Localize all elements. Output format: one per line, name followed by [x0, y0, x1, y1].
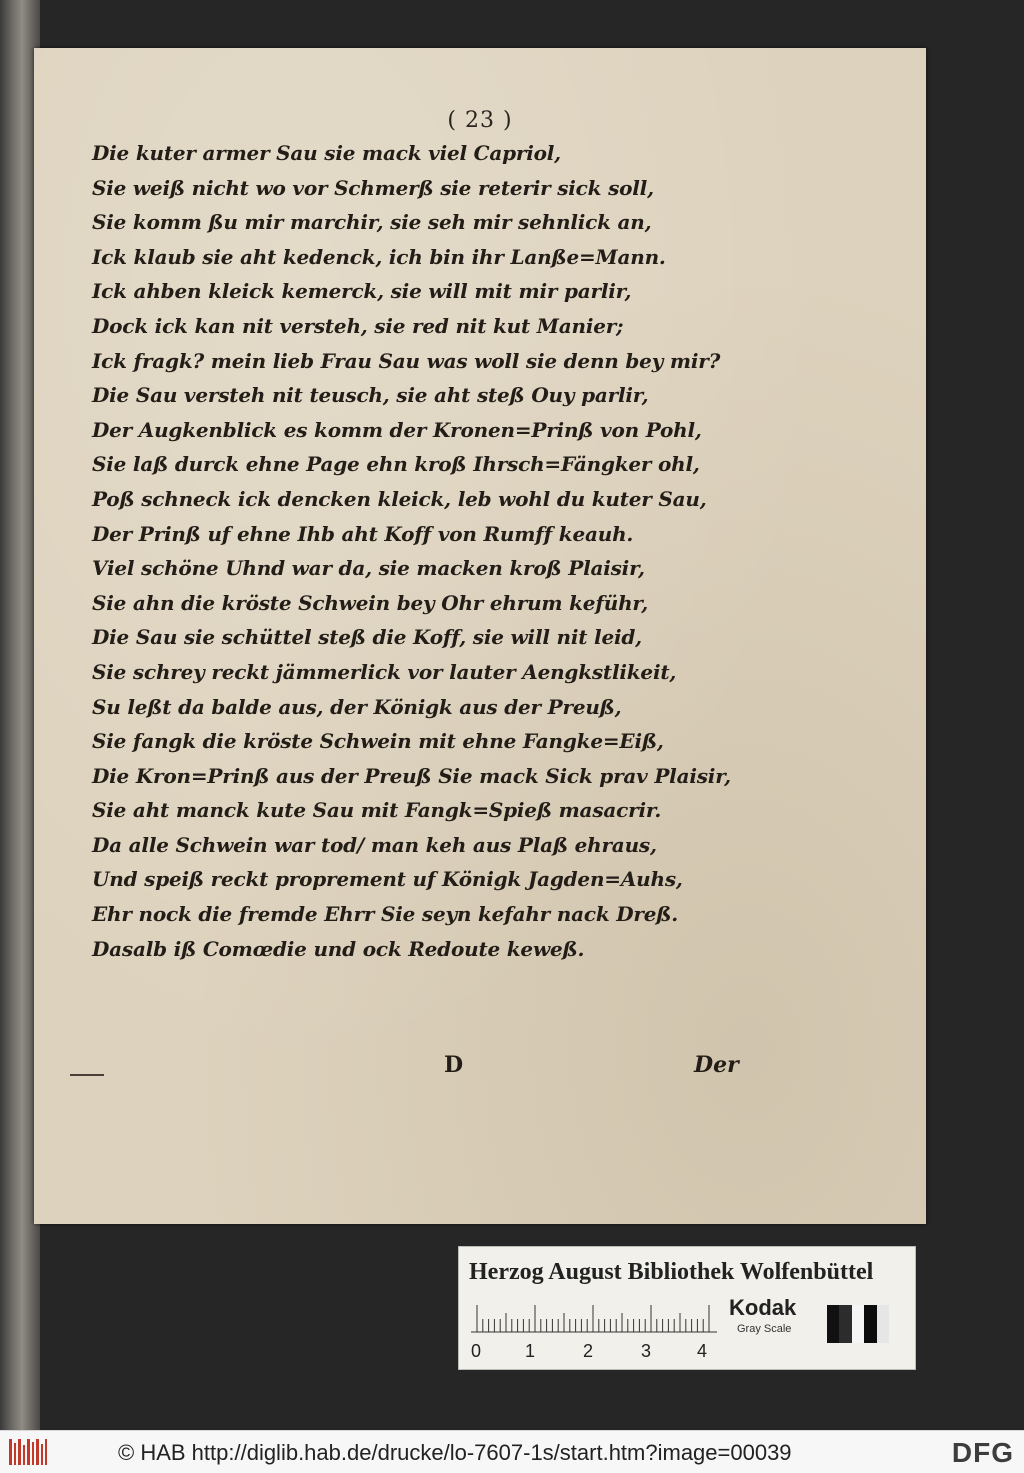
color-card — [458, 1246, 916, 1370]
verse-block — [92, 136, 812, 966]
verse-line: Poß schneck ick dencken kleick, leb wohl du kuter Sau, — [92, 486, 707, 511]
margin-dash — [70, 1074, 104, 1076]
verse-line: Ick fragk? mein lieb Frau Sau was woll sie denn bey mir? — [92, 348, 721, 373]
verse-line: Dasalb iß Comœdie und ock Redoute keweß. — [92, 936, 585, 961]
copyright-link[interactable]: © HAB http://diglib.hab.de/drucke/lo-7607-1s/start.htm?image=00039 — [118, 1440, 792, 1465]
verse-line: Su leßt da balde aus, der Königk aus der Preuß, — [92, 694, 622, 719]
ruler-number: 1 — [525, 1341, 536, 1361]
gray-scale-label: Gray Scale — [737, 1323, 792, 1335]
verse-line: Sie komm ßu mir marchir, sie seh mir sehnlick an, — [92, 210, 652, 235]
ruler-number: 2 — [583, 1341, 594, 1361]
verse-line: Sie fangk die kröste Schwein mit ehne Fangke=Eiß, — [92, 729, 664, 754]
ruler-number: 3 — [641, 1341, 652, 1361]
ruler-number: 4 — [697, 1341, 708, 1361]
signature-mark: D — [444, 1052, 464, 1078]
document-page — [34, 48, 926, 1224]
barcode-logo-icon — [8, 1437, 48, 1467]
page-number: ( 23 ) — [447, 108, 513, 133]
verse-line: Ehr nock die fremde Ehrr Sie seyn kefahr nack Dreß. — [92, 902, 679, 927]
catchword: Der — [694, 1052, 739, 1078]
verse-line: Und speiß reckt proprement uf Königk Jagden=Auhs, — [92, 867, 683, 892]
dfg-logo: DFG — [951, 1437, 1014, 1468]
verse-line: Die Kron=Prinß aus der Preuß Sie mack Sick prav Plaisir, — [92, 763, 731, 788]
gray-swatches — [827, 1305, 889, 1343]
verse-line: Ick ahben kleick kemerck, sie will mit mir parlir, — [92, 279, 632, 304]
verse-line: Viel schöne Uhnd war da, sie macken kroß Plaisir, — [92, 556, 645, 581]
verse-line: Sie schrey reckt jämmerlick vor lauter Aengkstlikeit, — [92, 659, 677, 684]
verse-line: Die Sau versteh nit teusch, sie aht steß Ouy parlir, — [92, 383, 649, 408]
verse-line: Sie laß durck ehne Page ehn kroß Ihrsch=Fängker ohl, — [92, 452, 700, 477]
verse-line: Sie aht manck kute Sau mit Fangk=Spieß masacrir. — [92, 798, 662, 823]
ruler-numbers — [459, 1341, 719, 1363]
verse-line: Der Augkenblick es komm der Kronen=Prinß von Pohl, — [92, 417, 702, 442]
verse-line: Sie weiß nicht wo vor Schmerß sie reterir sick soll, — [92, 175, 654, 200]
library-name: Herzog August Bibliothek Wolfenbüttel — [469, 1259, 874, 1285]
verse-line: Dock ick kan nit versteh, sie red nit kut Manier; — [92, 313, 624, 338]
verse-line: Ick klaub sie aht kedenck, ich bin ihr Lanße=Mann. — [92, 244, 666, 269]
ruler-scale — [471, 1303, 717, 1333]
verse-line: Die kuter armer Sau sie mack viel Capriol, — [92, 141, 561, 165]
verse-line: Die Sau sie schüttel steß die Koff, sie will nit leid, — [92, 625, 642, 650]
ruler-number: 0 — [471, 1341, 482, 1361]
verse-line: Da alle Schwein war tod/ man keh aus Plaß ehraus, — [92, 832, 657, 857]
viewer-footer — [0, 1430, 1024, 1473]
kodak-logo: Kodak — [729, 1295, 797, 1320]
verse-line: Der Prinß uf ehne Ihb aht Koff von Rumff keauh. — [92, 521, 634, 546]
verse-line: Sie ahn die kröste Schwein bey Ohr ehrum keführ, — [92, 590, 649, 615]
